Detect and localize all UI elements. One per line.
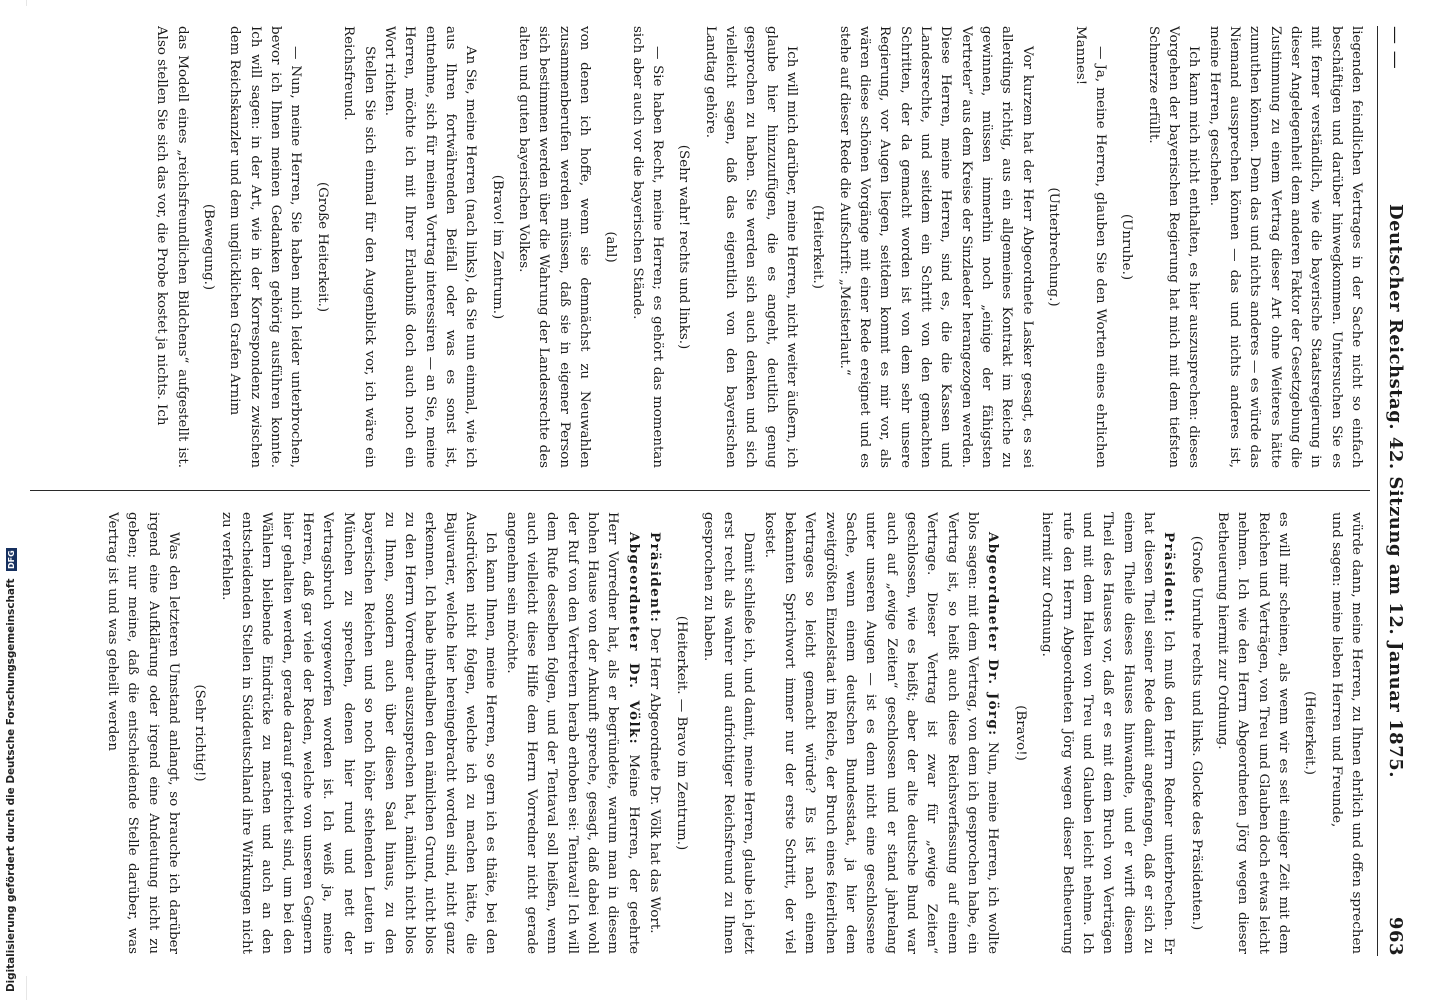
speaker-name: Abgeordneter Dr. Jörg:: [985, 532, 1002, 737]
speech: [1036, 512, 1179, 954]
paragraph: — Nun, meine Herren, Sie haben mich leider unterbrochen, bevor ich Ihnen meinen Gedanken gehörig ausführen konnte. Ich will sagen: in der Art, wie in der Korrespondenz zwischen dem Reichskanzler und dem unglücklichen Grafen Arnim: [227, 26, 304, 468]
dfg-logo: DFG: [6, 550, 16, 569]
stage-direction: (Heiterkeit.): [810, 205, 826, 289]
speech-text: Nun, meine Herren, ich wollte blos sagen: mit dem Vertrag, von dem ich gesprochen habe, ein Vertrag ist, so heißt auch diese Reichsverfassung auf einem Vertrage. Dieser Vertrag ist zwar für „ewige Zeiten“ geschlossen, wie es heißt; aber der alte deutsche Bund war auch auf „ewige Zeiten“ geschlossen und er stand jahrelang unter unseren Augen — ist es denn nicht eine geschlossene Sache, wenn einem deutschen Bundesstaat, ja hier dem zweitgrößten Einzelstaat im Reiche, der Bruch eines feierlichen Vertrages so leicht gemacht würde? Es ist nach einem bekannten Sprichwort immer nur der erste Schritt, der viel kostet.: [761, 512, 1001, 954]
running-head: [1377, 26, 1408, 956]
paragraph: An Sie, meine Herren (nach links), da Sie nun einmal, wie ich aus Ihren fortwährenden Beifall oder was es sonst ist, entnehme, sich für meinen Vortrag interessiren — an Sie, meine Herren, möchte ich mit Ihrer Erlaubniß doch auch noch ein Wort richten.: [381, 26, 479, 468]
stage-direction: (Unruhe.): [1119, 213, 1135, 281]
page-number: 963: [1385, 916, 1406, 956]
speaker-name: Abgeordneter Dr. Völk:: [625, 532, 642, 745]
paragraph: Stellen Sie sich einmal für den Augenblick vor, ich wäre ein Reichsfreund.: [341, 26, 377, 468]
credit-text: Digitalisierung gefördert durch die Deutsche Forschungsgemeinschaft: [5, 578, 17, 992]
speech-text: Der Herr Abgeordnete Dr. Völk hat das Wort.: [647, 627, 662, 934]
speech: [758, 512, 1003, 954]
speech-text: Ich muß den Herrn Redner unterbrechen. Er hat diesen Theil seiner Rede damit angefangen, daß er sich zu einem Theile dieses Hauses hinwandte, und er wirft diesem Theil des Hauses vor, daß er es mit dem Bruch von Verträgen und mit dem Halten von Treu und Glauben leicht nehme. Ich rufe den Herrn Abgeordneten Jörg wegen dieser Betheuerung hiermit zur Ordnung.: [1039, 512, 1177, 954]
digitization-credit: [0, 480, 22, 1000]
stage-direction: (Sehr wahr! rechts und links.): [676, 144, 692, 350]
column-divider: [30, 490, 1370, 491]
paragraph: Damit schließe ich, und damit, meine Herren, glaube ich jetzt erst recht als wahrer und aufrichtiger Reichsfreund zu Ihnen gesprochen zu haben.: [700, 512, 757, 954]
paragraph: Was den letzteren Umstand anlangt, so brauche ich darüber irgend eine Aufklärung oder irgend eine Andeutung nicht zu geben; nur meine, daß die entscheidende Stelle darüber, was Vertrag ist und was geheilt werden: [105, 512, 182, 954]
stage-direction: (Große Unruhe rechts und links. Glocke des Präsidenten.): [1188, 535, 1204, 931]
stage-direction: (Unterbrechung.): [1046, 187, 1062, 307]
paragraph: es will mir scheinen, als wenn wir es seit einiger Zeit mit dem Reichen und Verträgen, von Treu und Glauben doch etwas leicht nehmen. Ich wie den Herrn Abgeordneten Jörg wegen dieser Betheuerung hiermit zur Ordnung.: [1214, 512, 1291, 954]
speaker-name: Präsident:: [1161, 532, 1178, 624]
paragraph: das Modell eines „reichsfreundlichen Bildchens“ aufgestellt ist. Also stellen Sie sich das vor, die Probe kostet ja nichts. Ich: [154, 26, 190, 468]
paragraph: Ich will mich darüber, meine Herren, nicht weiter äußern, ich glaube hier hinzuzufügen, die es angeht, deutlich genug gesprochen zu haben. Sie werden sich auch denken und sich vielleicht sagen, daß das eigentlich von den bayerischen Landtag gehöre.: [702, 26, 800, 468]
paragraph: Ich kann mich nicht enthalten, es hier auszusprechen: dieses Vorgehen der bayerischen Regierung hat mich mit dem tiefsten Schmerze erfüllt.: [1145, 26, 1202, 468]
stage-direction: (Sehr richtig!): [192, 684, 208, 782]
stage-direction: (Heiterkeit. — Bravo im Zentrum.): [674, 615, 690, 851]
running-head-title: Deutscher Reichstag. 42. Sitzung am 12. Januar 1875.: [1385, 203, 1406, 779]
right-column: [26, 512, 1366, 954]
paragraph: Ich kann Ihnen, meine Herren, so gern ich es thäte, bei den Ausdrücken nicht folgen, welche ich zu machen hätte, die Bajuvarier, welche hier hereingebracht worden sind, nicht ganz erkennen. Ich habe ihrethalben den nämlichen Grund, nicht blos zu den Herrn Vorredner auszusprechen hat, nämlich nicht blos zu Ihnen, sondern auch über diesen Saal hinaus, zu den bayerischen Reichen und so noch höher stehenden Leuten in München zu sprechen, denen hier rund und nett der Vertragsbruch vorgeworfen worden ist. Ich weiß ja, meine Herren, daß gar viele der Reden, welche von unseren Gegnern hier gehalten werden, gerade darauf gerichtet sind, um bei den Wählern bleibende Eindrücke zu machen und auch an den entscheidenden Stellen in Süddeutschland ihre Wirkungen nicht zu verfehlen.: [218, 512, 499, 954]
rotated-page: [12, 6, 1414, 976]
stage-direction: (Bewegung.): [201, 203, 217, 291]
stage-direction: (Große Heiterkeit.): [314, 181, 330, 313]
speech-text: Meine Herren, der geehrte Herr Vorredner hat, als er begründete, warum man in diesem hohen Hause von der Ankunft spreche, gesagt, daß dabei wohl der Ruf von den Vertretern herab erhoben sei: Tentaval! Ich will dem Rufe desselben folgen, und der Tentaval soll heißen, wenn auch vielleicht diese Hilfe dem Herrn Vorredner nicht gerade angenehm sein möchte.: [503, 512, 641, 954]
paragraph: würde dann, meine Herren, zu Ihnen ehrlich und offen sprechen und sagen: meine lieben Herren und Freunde,: [1328, 512, 1364, 954]
stage-direction: (Heiterkeit.): [1302, 691, 1318, 775]
running-head-left-mark: — —: [1385, 26, 1406, 70]
speaker-name: Präsident:: [647, 532, 663, 624]
speech: [644, 512, 665, 954]
paragraph: — Sie haben Recht, meine Herren; es gehört das momentan sich aber auch vor die bayerischen Stände.: [629, 26, 665, 468]
paragraph: von denen ich hoffe, wenn sie demnächst zu Neuwahlen zusammenberufen werden müssen, daß sie in eigener Person sich bestimmen werden über die Wahrung der Landesrechte des alten und guten bayerischen Volkes.: [515, 26, 592, 468]
stage-direction: (Bravo!): [1012, 705, 1028, 761]
stage-direction: (ahl): [603, 231, 619, 263]
left-column: [26, 26, 1366, 468]
paragraph: liegenden feindlichen Vertrages in der Sache nicht so einfach beschäftigen und darüber hinwegkommen. Untersuchen Sie es mit ferner verständlich, wie die bayerische Staatsregierung in dieser Angelegenheit dem anderen Faktor der Gesetzgebung die Zustimmung zu einem Vertrag dieser Art ohne Weiteres hätte zumuthen können. Denn das und nichts anderes — es würde das Niemand aussprechen können — das und nichts anderes ist, meine Herren, geschehen.: [1206, 26, 1364, 468]
speech: [500, 512, 643, 954]
paragraph: Vor kurzem hat der Herr Abgeordnete Lasker gesagt, es sei allerdings richtig, aus ein allgemeines Kontrakt im Reiche zu gewinnen, müssen immerhin noch „einige der fähigsten Vertreter“ aus dem Kreise der Sinzlaeder herangezogen werden. Diese Herren, meine Herren, sind es, die die Kassen und Landesrechte, und seitdem ein Schritt von den gemachten Schritten, der da gemacht worden ist von dem sehr unsere Regierung, vor Augen liegen, seitdem kommt es mir vor, als wären diese schönen Vorgänge mit einer Rede ereignet und es stehe auf dieser Rede die Aufschrift: „Meisterlaut.“: [836, 26, 1035, 468]
stage-direction: (Bravo! im Zentrum.): [489, 174, 505, 320]
paragraph: — Ja, meine Herren, glauben Sie den Worten eines ehrlichen Mannes!: [1072, 26, 1108, 468]
